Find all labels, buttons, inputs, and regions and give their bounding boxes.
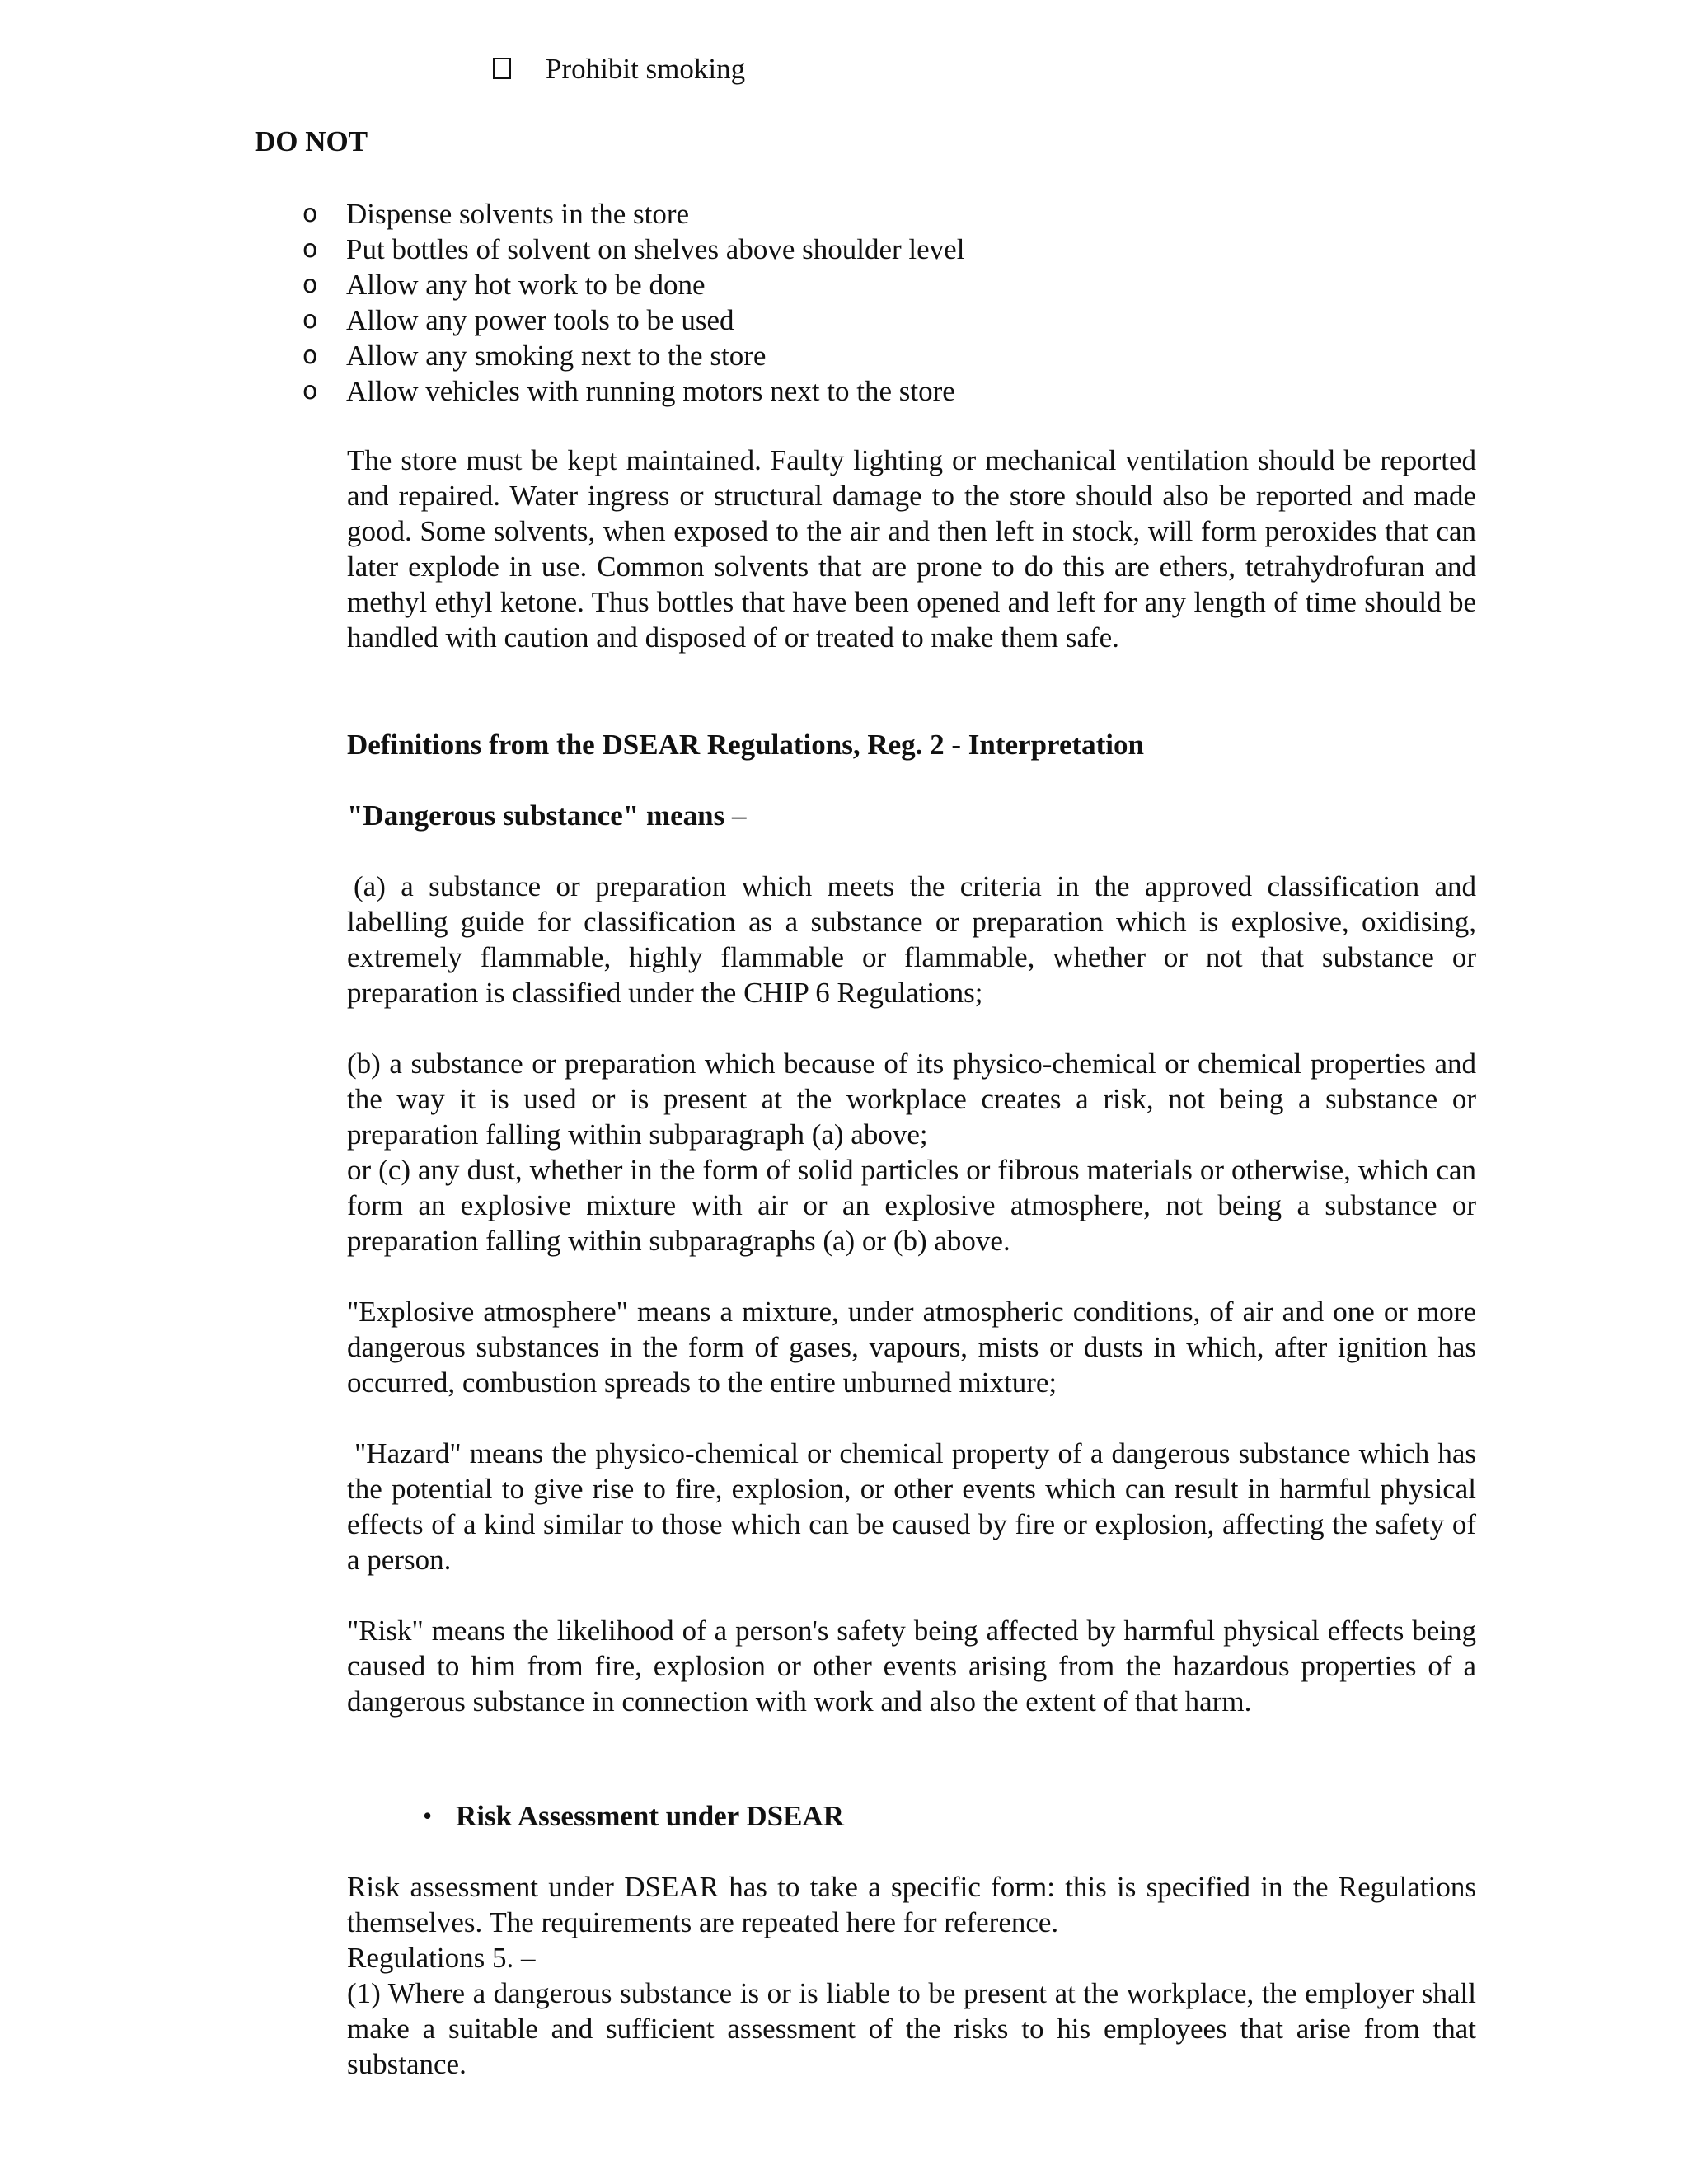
risk-assessment-intro: Risk assessment under DSEAR has to take a specific form: this is specified in the Regulations themselves. The requirements are repeated here for reference. <box>347 1871 1476 1938</box>
risk-definition: "Risk" means the likelihood of a person's safety being affected by harmful physical effects being caused to him from fire, explosion or other events arising from the hazardous properties of a dangerous substance in connection with work and also the extent of that harm. <box>347 1615 1476 1718</box>
explosive-atmosphere-definition: "Explosive atmosphere" means a mixture, under atmospheric conditions, of air and one or more dangerous substances in the form of gases, vapours, mists or dusts in which, after ignition has occurred, combustion spreads to the entire unburned mixture; <box>347 1296 1476 1399</box>
hazard-definition: "Hazard" means the physico-chemical or chemical property of a dangerous substance which has the potential to give rise to fire, explosion, or other events which can result in harmful physical effects of a kind similar to those which can be caused by fire or explosion, affecting the safety of a person. <box>347 1437 1476 1576</box>
risk-assessment-heading: Risk Assessment under DSEAR <box>456 1800 844 1832</box>
list-item: o Allow any power tools to be used <box>302 304 734 336</box>
regulation-paragraph-1: (1) Where a dangerous substance is or is liable to be present at the workplace, the employer shall make a suitable and sufficient assessment of the risks to his employees that arise from that substance. <box>347 1977 1476 2080</box>
circle-bullet-icon: o <box>302 235 318 264</box>
circle-bullet-icon: o <box>302 199 318 228</box>
list-item: o Allow any hot work to be done <box>302 269 706 301</box>
top-list-item: Prohibit smoking <box>546 53 746 85</box>
definition-paragraph-b: (b) a substance or preparation which because of its physico-chemical or chemical properties and the way it is used or is present at the workplace creates a risk, not being a substance or preparation falling within subparagraph (a) above; <box>347 1047 1476 1151</box>
circle-bullet-icon: o <box>302 270 318 299</box>
list-item: o Allow vehicles with running motors next to the store <box>302 375 955 407</box>
definition-paragraph-a: (a) a substance or preparation which meets the criteria in the approved classification and labelling guide for classification as a substance or preparation which is explosive, oxidising, extremely flammable, highly flammable or flammable, whether or not that substance or preparation is classified under the CHIP 6 Regulations; <box>347 870 1476 1009</box>
definition-paragraph-c: or (c) any dust, whether in the form of solid particles or fibrous materials or otherwise, which can form an explosive mixture with air or an explosive atmosphere, not being a substance or preparation falling within subparagraphs (a) or (b) above. <box>347 1154 1476 1257</box>
regulation-label: Regulations 5. – <box>347 1942 536 1974</box>
definitions-heading: Definitions from the DSEAR Regulations, Reg. 2 - Interpretation <box>347 729 1144 761</box>
dangerous-substance-heading: "Dangerous substance" means – <box>347 799 747 832</box>
list-item: o Dispense solvents in the store <box>302 198 690 230</box>
list-item: o Allow any smoking next to the store <box>302 340 767 372</box>
do-not-heading: DO NOT <box>255 125 368 157</box>
list-item: o Put bottles of solvent on shelves above shoulder level <box>302 233 965 265</box>
do-not-list <box>302 196 964 409</box>
checkbox-glyph-icon <box>493 58 511 79</box>
circle-bullet-icon: o <box>302 341 318 370</box>
bullet-icon: • <box>423 1801 433 1830</box>
circle-bullet-icon: o <box>302 306 318 335</box>
maintenance-paragraph: The store must be kept maintained. Faulty lighting or mechanical ventilation should be reported and repaired. Water ingress or structural damage to the store should also be reported and made good. Some solvents, when exposed to the air and then left in stock, will form peroxides that can later explode in use. Common solvents that are prone to do this are ethers, tetrahydrofuran and methyl ethyl ketone. Thus bottles that have been opened and left for any length of time should be handled with caution and disposed of or treated to make them safe. <box>347 444 1476 654</box>
circle-bullet-icon: o <box>302 377 318 405</box>
